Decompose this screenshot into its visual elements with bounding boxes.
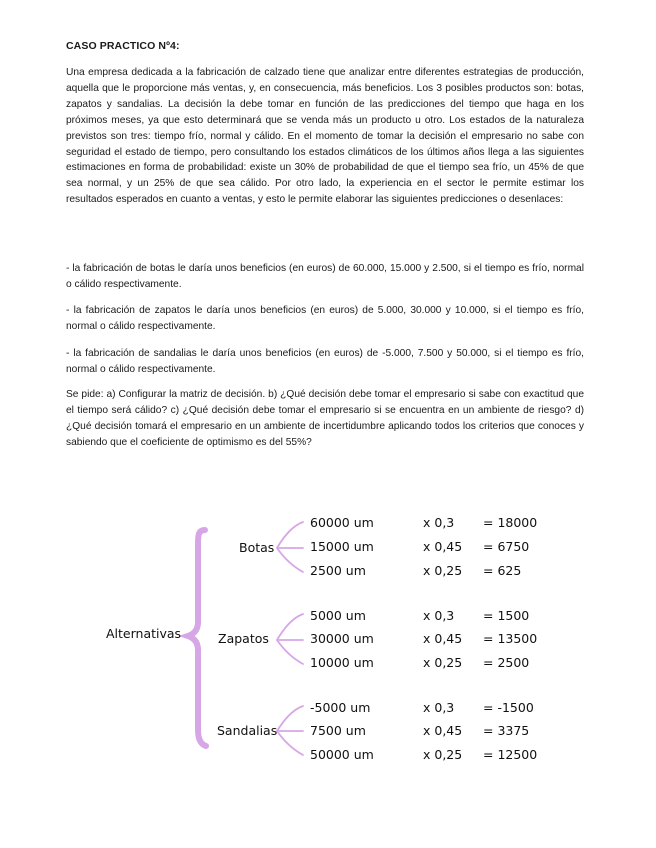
- amount-cell: 30000 um: [310, 631, 374, 646]
- result-cell: = 625: [483, 563, 522, 578]
- zapatos-arrows: [277, 614, 303, 664]
- amount-cell: 60000 um: [310, 515, 374, 530]
- result-cell: = 12500: [483, 747, 538, 762]
- alt-label-botas: Botas: [239, 540, 275, 555]
- prob-cell: x 0,25: [423, 747, 463, 762]
- amount-cell: 7500 um: [310, 723, 366, 738]
- decision-diagram: [0, 500, 656, 780]
- prob-cell: x 0,3: [423, 700, 455, 715]
- sandalias-paragraph: - la fabricación de sandalias le daría unos beneficios (en euros) de -5.000, 7.500 y 50.000, si el tiempo es frío, normal o cálido respectivamente.: [66, 348, 584, 375]
- amount-cell: 50000 um: [310, 747, 374, 762]
- zapatos-paragraph: - la fabricación de zapatos le daría unos beneficios (en euros) de 5.000, 30.000 y 10.000, si el tiempo es frío, normal o cálido respectivamente.: [66, 305, 584, 332]
- result-cell: = 18000: [483, 515, 538, 530]
- amount-cell: 15000 um: [310, 539, 374, 554]
- intro-paragraph: Una empresa dedicada a la fabricación de calzado tiene que analizar entre diferentes estrategias de producción, aquella que le proporcione más ventas, y, en consecuencia, más beneficios. Los 3 posibles productos son: botas, zapatos y sandalias. La decisión la debe tomar en función de las predicciones del tiempo que haga en los próximos meses, ya que esto determinará que se venda más un producto u otro. Los estados de la naturaleza previstos son tres: tiempo frío, normal y cálido. En el momento de tomar la decisión el empresario no sabe con seguridad el estado de tiempo, pero consultando los estados climáticos de los últimos años llega a las siguientes estimaciones en forma de probabilidad: existe un 30% de probabilidad de que el tiempo sea frío, un 45% de que sea normal, y un 25% de que sea cálido. Por otro lado, la experiencia en el sector le permite estimar los resultados esperados en cuanto a ventas, y esto le permite elaborar las siguientes predicciones o desenlaces:: [66, 67, 584, 206]
- prob-cell: x 0,25: [423, 563, 463, 578]
- result-cell: = 1500: [483, 608, 530, 623]
- amount-cell: 2500 um: [310, 563, 366, 578]
- alt-label-sandalias: Sandalias: [217, 723, 278, 738]
- amount-cell: 10000 um: [310, 655, 374, 670]
- prob-cell: x 0,45: [423, 723, 463, 738]
- amount-cell: -5000 um: [310, 700, 371, 715]
- botas-paragraph: - la fabricación de botas le daría unos beneficios (en euros) de 60.000, 15.000 y 2.500, si el tiempo es frío, normal o cálido respectivamente.: [66, 263, 584, 290]
- prob-cell: x 0,3: [423, 515, 455, 530]
- questions-paragraph: Se pide: a) Configurar la matriz de decisión. b) ¿Qué decisión debe tomar el empresario si sabe con exactitud que el tiempo será cálido? c) ¿Qué decisión debe tomar el empresario si se encuentra en un ambiente de riesgo? d) ¿Qué decisión tomará el empresario en un ambiente de incertidumbre aplicando todos los criterios que conoces y sabiendo que el coeficiente de optimismo es del 55%?: [66, 389, 584, 448]
- case-title: CASO PRACTICO Nº4:: [66, 40, 180, 52]
- botas-arrows: [277, 522, 303, 572]
- prob-cell: x 0,3: [423, 608, 455, 623]
- result-cell: = 2500: [483, 655, 530, 670]
- amount-cell: 5000 um: [310, 608, 366, 623]
- main-brace: [188, 530, 206, 746]
- result-cell: = 6750: [483, 539, 530, 554]
- prob-cell: x 0,45: [423, 631, 463, 646]
- prob-cell: x 0,25: [423, 655, 463, 670]
- result-cell: = -1500: [483, 700, 534, 715]
- alt-label-zapatos: Zapatos: [218, 631, 269, 646]
- result-cell: = 3375: [483, 723, 530, 738]
- result-cell: = 13500: [483, 631, 538, 646]
- sandalias-arrows: [277, 706, 303, 755]
- prob-cell: x 0,45: [423, 539, 463, 554]
- alternatives-label: Alternativas: [106, 626, 182, 641]
